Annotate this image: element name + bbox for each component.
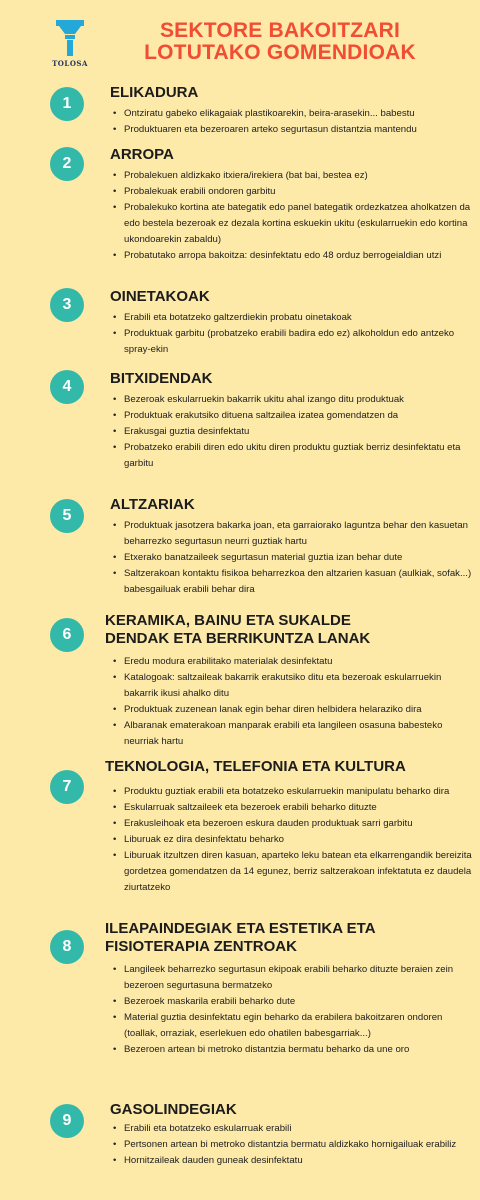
section-heading-line: KERAMIKA, BAINU ETA SUKALDE [105,612,351,629]
list-item: • Erabili eta botatzeko eskularruak erabili [112,1121,472,1137]
list-item: • Produktuak zuzenean lanak egin behar diren helbidera helaraziko dira [112,702,472,718]
section-heading [110,496,195,514]
list-item: • Produktuak erakutsiko dituena saltzailea izatea gomendatzen da [112,408,472,424]
section-heading-line: OINETAKOAK [110,288,210,305]
section-items [112,654,472,750]
section-items [112,392,472,472]
list-item: • Bezeroen artean bi metroko distantzia bermatu beharko da une oro [112,1042,472,1058]
list-item: • Probalekuen aldizkako itxiera/irekiera (bat bai, bestea ez) [112,168,472,184]
section-heading-line: BITXIDENDAK [110,370,213,387]
logo [48,18,92,68]
section-number-badge: 3 [50,288,84,322]
section-items [112,310,472,358]
tolosa-logo-icon [55,18,85,58]
page-title-line-1: SEKTORE BAKOITZARI [159,19,401,42]
list-item: • Erabili eta botatzeko galtzerdiekin probatu oinetakoak [112,310,472,326]
list-item: • Albaranak ematerakoan manparak erabili eta langileen osasuna babesteko neurriak hartu [112,718,472,750]
list-item: • Probalekuak erabili ondoren garbitu [112,184,472,200]
list-item: • Eredu modura erabilitako materialak desinfektatu [112,654,472,670]
section-heading [105,920,376,956]
section-heading [110,84,198,102]
section-heading-line: ALTZARIAK [110,496,195,513]
list-item: • Hornitzaileak dauden guneak desinfektatu [112,1153,472,1169]
list-item: • Material guztia desinfektatu egin beharko da erabilera bakoitzaren ondoren (toallak, orraziak, eserlekuen edo ohatilen babesgarriak...) [112,1010,472,1042]
section-items [112,1121,472,1169]
section-items [112,784,472,896]
section-number-badge: 9 [50,1104,84,1138]
section-heading [105,758,406,776]
list-item: • Erakusleihoak eta bezeroen eskura dauden produktuak sarri garbitu [112,816,472,832]
section-heading [110,288,210,306]
section-items [112,106,472,138]
section-number-badge: 6 [50,618,84,652]
list-item: • Eskularruak saltzaileek eta bezeroek erabili beharko dituzte [112,800,472,816]
section-number-badge: 5 [50,499,84,533]
list-item: • Produktuak jasotzera bakarka joan, eta garraiorako laguntza behar den kasuetan beharrezko segurtasun neurri guztiak hartu [112,518,472,550]
list-item: • Ontziratu gabeko elikagaiak plastikoarekin, beira-arasekin... babestu [112,106,472,122]
list-item: • Produktuak garbitu (probatzeko erabili badira edo ez) alkoholdun edo antzeko spray-ekin [112,326,472,358]
list-item: • Pertsonen artean bi metroko distantzia bermatu aldizkako hornigailuak erabiliz [112,1137,472,1153]
list-item: • Produktu guztiak erabili eta botatzeko eskularruekin manipulatu beharko dira [112,784,472,800]
section-items [112,962,472,1058]
list-item: • Etxerako banatzaileek segurtasun material guztia izan behar dute [112,550,472,566]
section-heading-line: DENDAK ETA BERRIKUNTZA LANAK [105,630,371,647]
section-heading-line: GASOLINDEGIAK [110,1101,237,1118]
section-number-badge: 7 [50,770,84,804]
list-item: • Erakusgai guztia desinfektatu [112,424,472,440]
list-item: • Probatutako arropa bakoitza: desinfektatu edo 48 orduz berrogeialdian utzi [112,248,472,264]
list-item: • Liburuak itzultzen diren kasuan, aparteko leku batean eta elkarrengandik bereizita gordetzea gomendatzen da 14 egunez, berriz saltzerakoan infektatuta ez daudela ziurtatzeko [112,848,472,896]
section-heading-line: FISIOTERAPIA ZENTROAK [105,938,297,955]
section-heading [110,370,213,388]
section-heading-line: ELIKADURA [110,84,199,101]
section-number-badge: 1 [50,87,84,121]
section-heading-line: ILEAPAINDEGIAK ETA ESTETIKA ETA [105,920,376,937]
list-item: • Probalekuko kortina ate bategatik edo panel bategatik ordezkatzea aholkatzen da edo bestela bezeroak ez dezala kortina eskuekin ukitu (eskularruekin edo kortina ukondoarekin zabaldu) [112,200,472,248]
section-number-badge: 4 [50,370,84,404]
list-item: • Produktuaren eta bezeroaren arteko segurtasun distantzia mantendu [112,122,472,138]
list-item: • Bezeroak eskularruekin bakarrik ukitu ahal izango ditu produktuak [112,392,472,408]
list-item: • Saltzerakoan kontaktu fisikoa beharrezkoa den altzarien kasuan (aulkiak, sofak...) babesgailuak erabili behar dira [112,566,472,598]
section-heading [110,1101,237,1119]
list-item: • Langileek beharrezko segurtasun ekipoak erabili beharko dituzte beraien zein bezeroen segurtasuna bermatzeko [112,962,472,994]
section-number-badge: 2 [50,147,84,181]
logo-text: TOLOSA [52,59,88,68]
section-items [112,168,472,264]
section-number-badge: 8 [50,930,84,964]
list-item: • Katalogoak: saltzaileak bakarrik erakutsiko ditu eta bezeroak eskularruekin bakarrik ikusi ahalko ditu [112,670,472,702]
section-heading-line: TEKNOLOGIA, TELEFONIA ETA KULTURA [105,758,406,775]
list-item: • Bezeroek maskarila erabili beharko dute [112,994,472,1010]
page-title-line-2: LOTUTAKO GOMENDIOAK [144,41,416,64]
page-title [120,20,440,64]
list-item: • Liburuak ez dira desinfektatu beharko [112,832,472,848]
section-items [112,518,472,598]
section-heading-line: ARROPA [110,146,174,163]
list-item: • Probatzeko erabili diren edo ukitu diren produktu guztiak berriz desinfektatu eta garbitu [112,440,472,472]
section-heading [105,612,370,648]
section-heading [110,146,174,164]
